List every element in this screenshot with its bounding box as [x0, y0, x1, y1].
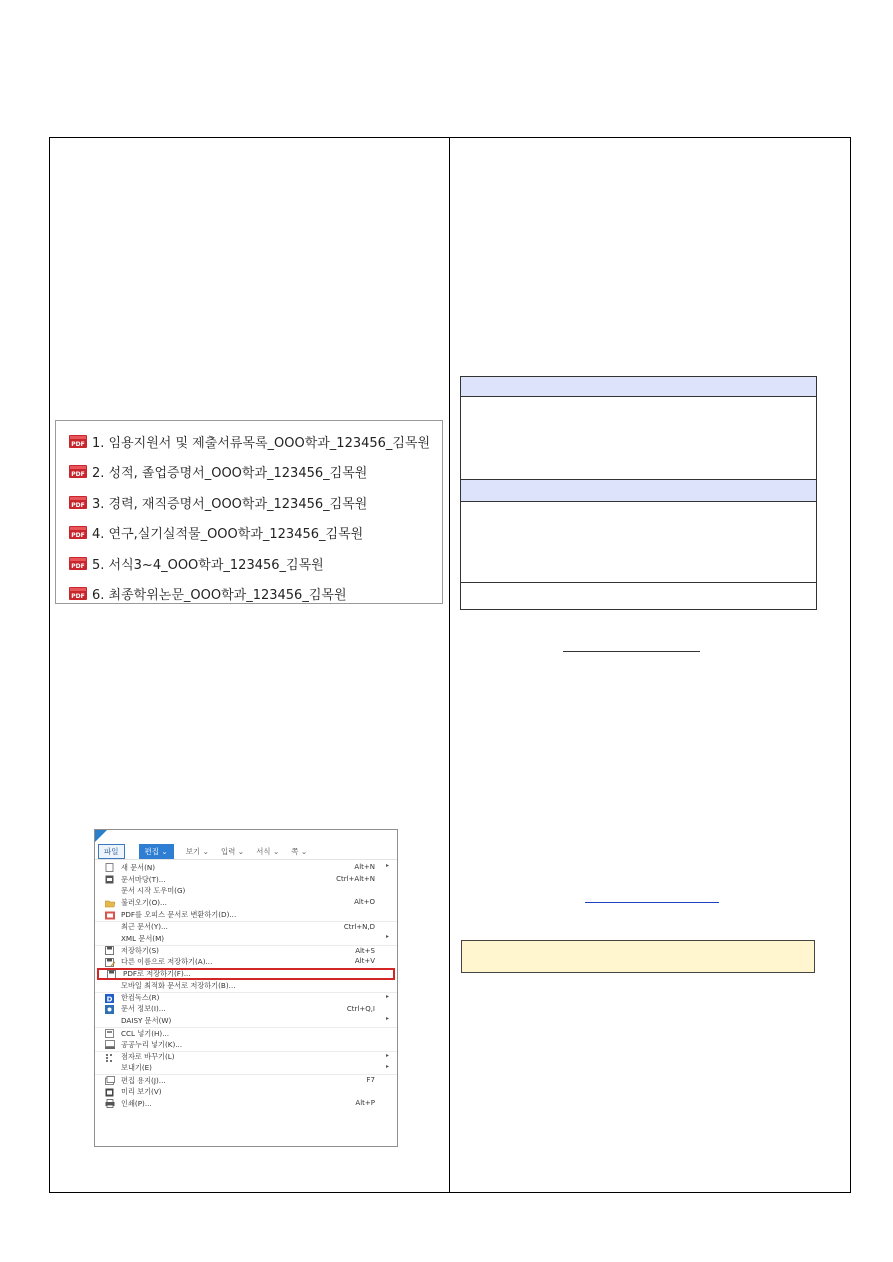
svg-text:PDF: PDF	[71, 562, 85, 570]
menu-item-save-pdf[interactable]: PDF로 저장하기(F)...	[97, 968, 395, 980]
pdf-icon	[69, 496, 87, 509]
menu-item-print[interactable]: 인쇄(P)... Alt+P	[95, 1098, 397, 1110]
menu-item-save[interactable]: 저장하기(S) Alt+S	[95, 945, 397, 957]
menu-item-braille[interactable]: 점자로 바꾸기(L) ▸	[95, 1051, 397, 1063]
menu-item-doc-info[interactable]: 문서 정보(I)... Ctrl+Q,I	[95, 1004, 397, 1016]
file-list-item-label: 3. 경력, 재직증명서_OOO학과_123456_김목원	[92, 496, 368, 512]
file-list-item-label: 1. 임용지원서 및 제출서류목록_OOO학과_123456_김목원	[92, 435, 431, 451]
file-list-item-label: 6. 최종학위논문_OOO학과_123456_김목원	[92, 588, 347, 604]
chevron-down-icon: ⌄	[202, 847, 209, 856]
folder-icon	[104, 899, 115, 908]
menu-item-save-as[interactable]: 다른 이름으로 저장하기(A)... Alt+V	[95, 956, 397, 968]
chevron-down-icon: ⌄	[237, 847, 245, 856]
info-icon	[104, 1005, 115, 1014]
pdf-icon	[69, 557, 87, 570]
tab-page[interactable]: 쪽 ⌄	[291, 847, 308, 856]
note-box	[461, 940, 815, 973]
preview-icon	[104, 1088, 115, 1097]
menu-item-start-helper[interactable]: 문서 시작 도우미(G)	[121, 886, 186, 896]
column-divider	[449, 138, 450, 1192]
link-underline[interactable]	[585, 902, 719, 903]
menu-item-ccl[interactable]: CCL 넣기(H)...	[95, 1027, 397, 1039]
menu-item-save-mobile[interactable]: 모바일 최적화 문서로 저장하기(B)...	[121, 980, 236, 990]
menu-item-open[interactable]: 불러오기(O)... Alt+O	[95, 897, 397, 909]
file-list-item-label: 5. 서식3~4_OOO학과_123456_김목원	[92, 557, 324, 573]
ccl-icon	[104, 1029, 115, 1038]
svg-text:PDF: PDF	[71, 532, 85, 540]
file-menu-screenshot	[94, 829, 398, 1147]
svg-text:PDF: PDF	[71, 440, 85, 448]
file-list-item-label: 4. 연구,실기실적물_OOO학과_123456_김목원	[92, 527, 364, 543]
page-setup-icon	[104, 1076, 115, 1085]
svg-text:PDF: PDF	[71, 501, 85, 509]
template-icon	[104, 875, 115, 884]
menu-item-page-setup[interactable]: 편집 용지(J)... F7	[95, 1074, 397, 1086]
info-table-body-1	[461, 397, 816, 480]
pdf-icon	[69, 587, 87, 600]
tab-file[interactable]: 파일	[98, 844, 125, 859]
menu-item-new-document[interactable]: 새 문서(N) Alt+N ▸	[95, 862, 397, 874]
menu-item-daisy[interactable]: DAISY 문서(W) ▸	[121, 1015, 389, 1026]
menu-tab-bar	[95, 830, 397, 860]
pdf-icon	[69, 526, 87, 539]
menu-item-xml[interactable]: XML 문서(M) ▸	[121, 932, 389, 943]
file-list-item[interactable]	[56, 518, 442, 549]
printer-icon	[104, 1099, 115, 1108]
file-list-item[interactable]	[56, 487, 442, 518]
underline-rule	[563, 651, 700, 652]
file-list-item-label: 2. 성적, 졸업증명서_OOO학과_123456_김목원	[92, 466, 368, 482]
file-list-item[interactable]	[56, 426, 442, 457]
file-list-item[interactable]	[56, 457, 442, 488]
app-corner-icon	[95, 830, 107, 842]
save-as-icon	[104, 958, 115, 967]
tab-edit[interactable]: 편집 ⌄	[139, 844, 174, 859]
kogl-icon	[104, 1040, 115, 1049]
svg-text:PDF: PDF	[71, 593, 85, 601]
tab-format[interactable]: 서식 ⌄	[256, 847, 280, 856]
pdf-icon	[69, 435, 87, 448]
file-list	[55, 420, 443, 604]
menu-item-preview[interactable]: 미리 보기(V)	[95, 1086, 397, 1098]
tab-insert[interactable]: 입력 ⌄	[220, 847, 245, 856]
menu-item-pdf-convert[interactable]: PDF를 오피스 문서로 변환하기(D)...	[95, 909, 397, 921]
chevron-down-icon: ⌄	[300, 847, 308, 856]
info-table-body-2	[461, 502, 816, 583]
tab-view[interactable]: 보기 ⌄	[185, 847, 209, 856]
chevron-down-icon: ⌄	[161, 847, 168, 856]
chevron-down-icon: ⌄	[272, 847, 280, 856]
menu-item-hancomdocs[interactable]: D 한컴독스(R) ▸	[95, 992, 397, 1004]
file-list-item[interactable]	[56, 548, 442, 579]
menu-item-kogl[interactable]: 공공누리 넣기(K)...	[95, 1039, 397, 1051]
save-icon	[104, 946, 115, 955]
info-table-header-2	[461, 480, 816, 502]
info-table-footer	[461, 583, 816, 609]
info-table-header-1	[461, 377, 816, 397]
pdf-convert-icon	[104, 911, 115, 920]
new-document-icon	[104, 863, 115, 872]
file-list-item[interactable]	[56, 579, 442, 610]
menu-item-templates[interactable]: 문서마당(T)... Ctrl+Alt+N	[95, 874, 397, 886]
save-pdf-icon	[106, 970, 117, 979]
menu-item-recent[interactable]: 최근 문서(Y)... Ctrl+N,D	[95, 921, 397, 933]
svg-text:D: D	[106, 995, 113, 1003]
svg-text:PDF: PDF	[71, 471, 85, 479]
hancomdocs-icon	[104, 994, 115, 1003]
pdf-icon	[69, 465, 87, 478]
info-table	[460, 376, 817, 610]
braille-icon	[104, 1053, 115, 1062]
menu-item-send[interactable]: 보내기(E) ▸	[121, 1062, 389, 1073]
